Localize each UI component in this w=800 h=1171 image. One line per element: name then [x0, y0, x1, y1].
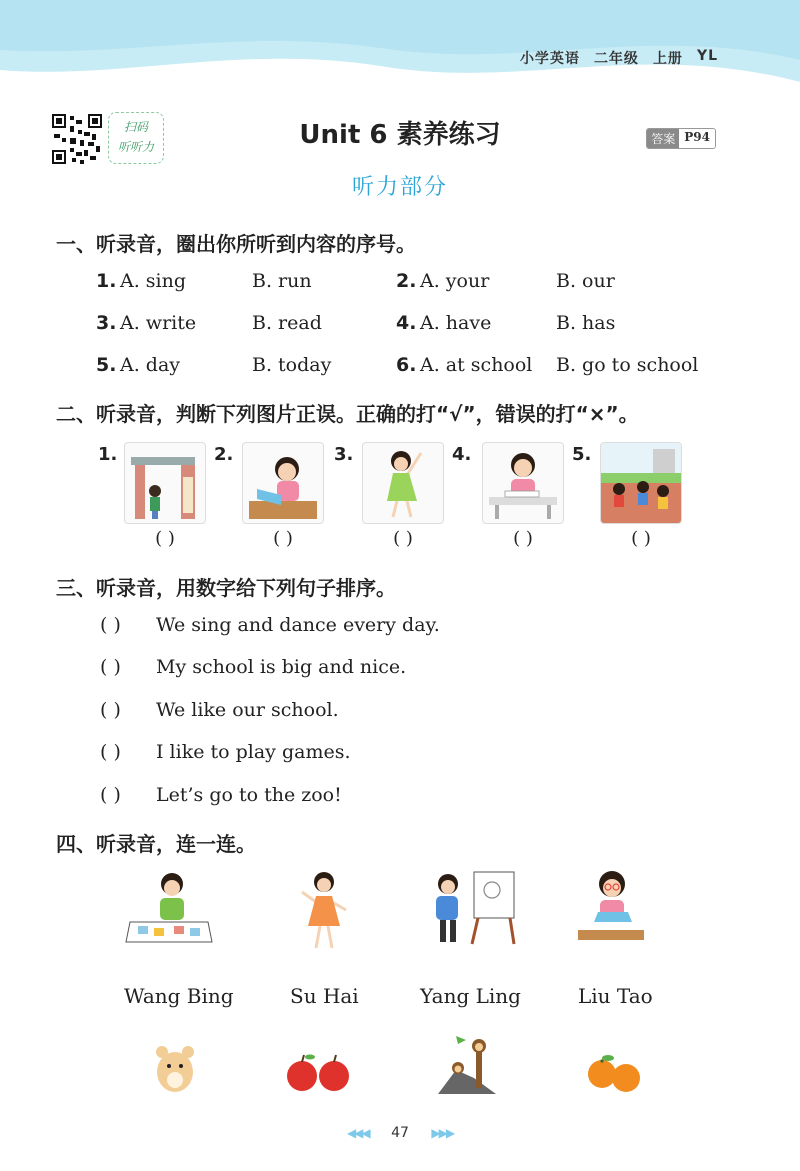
- item-number: 3.: [96, 312, 117, 334]
- name-yang-ling[interactable]: Yang Ling: [420, 984, 521, 1008]
- picture-number: 5.: [572, 444, 592, 465]
- item-number: 4.: [396, 312, 417, 334]
- boy-puzzle-icon[interactable]: [124, 870, 214, 950]
- girl-dancing-icon: [362, 442, 444, 524]
- picture-number: 3.: [334, 444, 354, 465]
- option-a[interactable]: A. sing: [120, 270, 187, 292]
- option-b[interactable]: B. today: [252, 354, 332, 376]
- name-liu-tao[interactable]: Liu Tao: [578, 984, 653, 1008]
- qr-label-line2: 听听力: [117, 140, 154, 154]
- header-edition: YL: [696, 48, 718, 64]
- answer-badge: [646, 128, 716, 149]
- name-su-hai[interactable]: Su Hai: [290, 984, 359, 1008]
- boy-painting-icon[interactable]: [426, 868, 518, 946]
- option-b[interactable]: B. go to school: [556, 354, 699, 376]
- header-subject: 小学英语: [519, 51, 580, 67]
- order-blank[interactable]: ( ): [100, 741, 121, 763]
- qr-label-line1: 扫码: [123, 120, 148, 134]
- option-a[interactable]: A. have: [420, 312, 492, 334]
- option-a[interactable]: A. your: [420, 270, 490, 292]
- sentence-text: I like to play games.: [156, 741, 351, 763]
- choice-row-2: [0, 312, 800, 342]
- ordering-sentence-5: [100, 784, 342, 806]
- ordering-sentence-1: [100, 614, 440, 636]
- choice-row-1: [0, 270, 800, 300]
- order-blank[interactable]: ( ): [100, 656, 121, 678]
- girl-dancing-icon[interactable]: [294, 868, 354, 952]
- option-a[interactable]: A. at school: [420, 354, 533, 376]
- page-title: Unit 6 素养练习: [299, 120, 501, 150]
- answer-page: P94: [679, 129, 715, 148]
- kids-playing-icon: [600, 442, 682, 524]
- section2-heading: 二、听录音，判断下列图片正误。正确的打“√”，错误的打“×”。: [56, 402, 639, 426]
- girl-writing-icon: [482, 442, 564, 524]
- answer-blank[interactable]: ( ): [393, 528, 413, 549]
- oranges-icon[interactable]: [586, 1050, 642, 1094]
- answer-blank[interactable]: ( ): [155, 528, 175, 549]
- prev-arrows-icon: ◀◀◀: [346, 1126, 369, 1140]
- option-a[interactable]: A. write: [120, 312, 197, 334]
- picture-number: 2.: [214, 444, 234, 465]
- girl-reading-icon[interactable]: [576, 868, 646, 942]
- ordering-sentence-3: [100, 699, 339, 721]
- sentence-text: My school is big and nice.: [156, 656, 407, 678]
- answer-blank[interactable]: ( ): [273, 528, 293, 549]
- page-number: 47: [391, 1125, 409, 1141]
- option-b[interactable]: B. our: [556, 270, 615, 292]
- item-number: 5.: [96, 354, 117, 376]
- sentence-text: We sing and dance every day.: [156, 614, 440, 636]
- monkey-icon[interactable]: [436, 1034, 498, 1096]
- hamster-icon[interactable]: [150, 1040, 200, 1094]
- section-subtitle: 听力部分: [351, 175, 448, 200]
- option-b[interactable]: B. read: [252, 312, 322, 334]
- order-blank[interactable]: ( ): [100, 784, 121, 806]
- answer-blank[interactable]: ( ): [631, 528, 651, 549]
- item-number: 1.: [96, 270, 117, 292]
- header-grade: 二年级: [593, 51, 639, 67]
- answer-blank[interactable]: ( ): [513, 528, 533, 549]
- section4-heading: 四、听录音，连一连。: [56, 832, 256, 856]
- sentence-text: We like our school.: [156, 699, 339, 721]
- option-b[interactable]: B. run: [252, 270, 312, 292]
- apples-icon[interactable]: [284, 1052, 356, 1094]
- ordering-sentence-2: [100, 656, 406, 678]
- sentence-text: Let’s go to the zoo!: [156, 784, 342, 806]
- next-arrows-icon: ▶▶▶: [431, 1126, 454, 1140]
- picture-number: 4.: [452, 444, 472, 465]
- girl-reading-icon: [242, 442, 324, 524]
- option-b[interactable]: B. has: [556, 312, 616, 334]
- choice-row-3: [0, 354, 800, 384]
- school-gate-icon: [124, 442, 206, 524]
- section3-heading: 三、听录音，用数字给下列句子排序。: [56, 576, 396, 600]
- item-number: 6.: [396, 354, 417, 376]
- name-wang-bing[interactable]: Wang Bing: [124, 984, 234, 1008]
- header-book-info: [520, 48, 718, 68]
- header-term: 上册: [652, 51, 683, 67]
- item-number: 2.: [396, 270, 417, 292]
- option-a[interactable]: A. day: [120, 354, 181, 376]
- section1-heading: 一、听录音，圈出你所听到内容的序号。: [56, 232, 416, 256]
- answer-key-label: 答案: [647, 129, 679, 148]
- order-blank[interactable]: ( ): [100, 614, 121, 636]
- picture-judgement-row: [0, 438, 800, 548]
- picture-number: 1.: [98, 444, 118, 465]
- ordering-sentence-4: [100, 741, 351, 763]
- page-footer: [0, 1125, 800, 1141]
- order-blank[interactable]: ( ): [100, 699, 121, 721]
